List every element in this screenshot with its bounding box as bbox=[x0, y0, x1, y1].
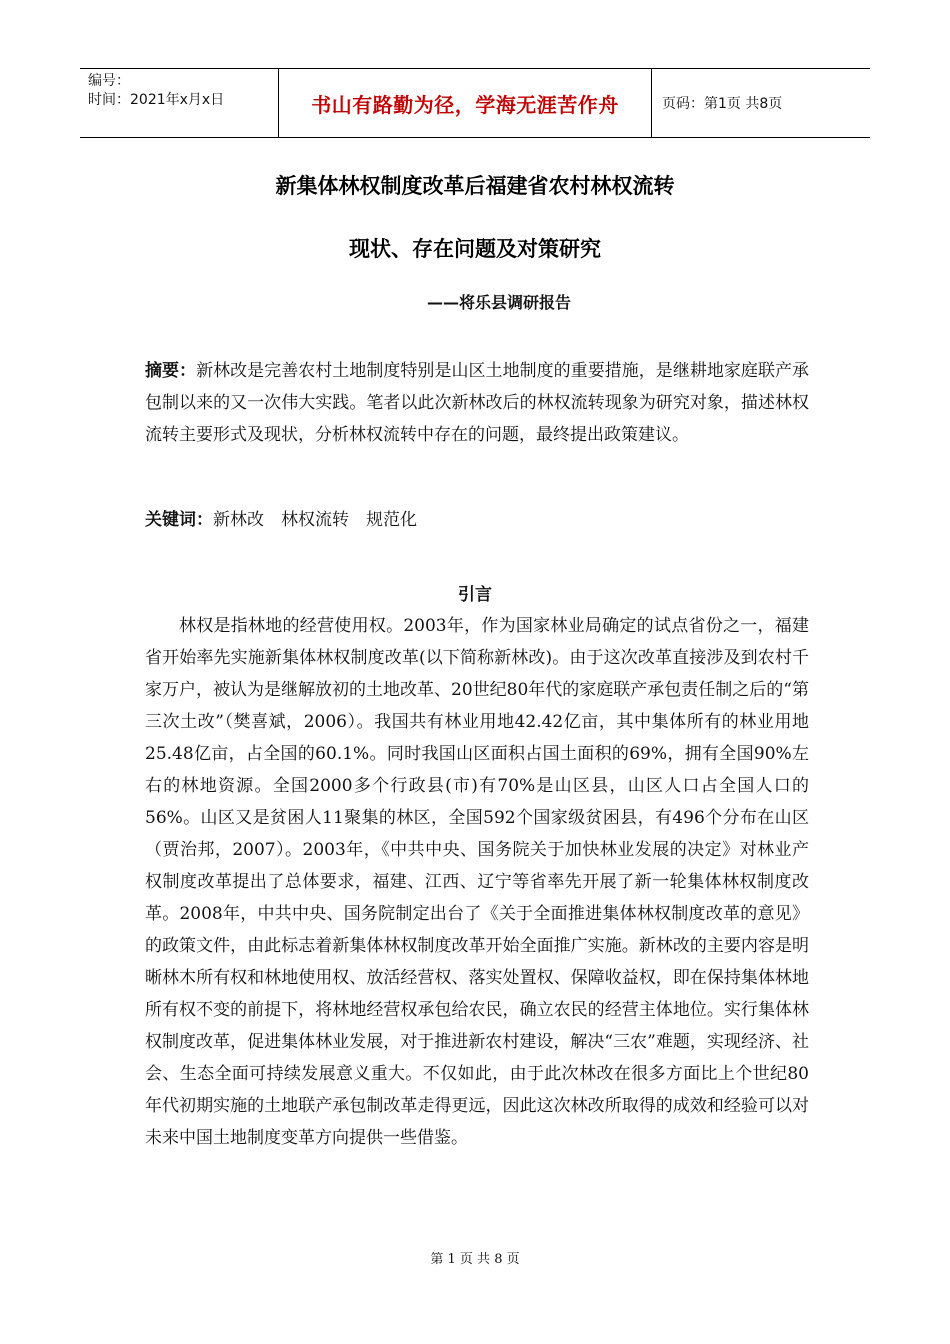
document-time-label: 时间：2021年x月x日 bbox=[88, 92, 225, 108]
page-footer: 第 1 页 共 8 页 bbox=[430, 1252, 520, 1267]
section-heading-intro: 引言 bbox=[458, 585, 492, 605]
header-motto-cell bbox=[278, 69, 652, 137]
document-title-line-1: 新集体林权制度改革后福建省农村林权流转 bbox=[275, 174, 675, 198]
document-number-label: 编号： bbox=[88, 73, 130, 89]
keywords-label: 关键词： bbox=[145, 510, 213, 530]
document-title-line-2: 现状、存在问题及对策研究 bbox=[349, 237, 601, 261]
abstract-text: 新林改是完善农村土地制度特别是山区土地制度的重要措施，是继耕地家庭联产承包制以来的又一次伟大实践。笔者以此次新林改后的林权流转现象为研究对象，描述林权流转主要形式及现状，分析林权流转中存在的问题，最终提出政策建议。 bbox=[145, 361, 810, 445]
document-subtitle: ——将乐县调研报告 bbox=[427, 293, 572, 312]
header-motto: 书山有路勤为径，学海无涯苦作舟 bbox=[311, 92, 619, 117]
abstract bbox=[145, 355, 809, 451]
header-meta bbox=[80, 69, 278, 137]
header-page-info: 页码：第1页 共8页 bbox=[662, 96, 783, 112]
abstract-label: 摘要： bbox=[145, 361, 197, 381]
keywords bbox=[145, 504, 809, 536]
intro-paragraph: 林权是指林地的经营使用权。2003年，作为国家林业局确定的试点省份之一，福建省开始率先实施新集体林权制度改革(以下简称新林改)。由于这次改革直接涉及到农村千家万户，被认为是继解放初的土地改革、20世纪80年代的家庭联产承包责任制之后的“第三次土改”（樊喜斌，2006）。我国共有林业用地42.42亿亩，其中集体所有的林业用地25.48亿亩，占全国的60.1%。同时我国山区面积占国土面积的69%，拥有全国90%左右的林地资源。全国2000多个行政县(市)有70%是山区县，山区人口占全国人口的56%。山区又是贫困人11聚集的林区，全国592个国家级贫困县，有496个分布在山区（贾治邦，2007）。2003年，《中共中央、国务院关于加快林业发展的决定》对林业产权制度改革提出了总体要求，福建、江西、辽宁等省率先开展了新一轮集体林权制度改革。2008年，中共中央、国务院制定出台了《关于全面推进集体林权制度改革的意见》的政策文件，由此标志着新集体林权制度改革开始全面推广实施。新林改的主要内容是明晰林木所有权和林地使用权、放活经营权、落实处置权、保障收益权，即在保持集体林地所有权不变的前提下，将林地经营权承包给农民，确立农民的经营主体地位。实行集体林权制度改革，促进集体林业发展，对于推进新农村建设，解决“三农”难题，实现经济、社会、生态全面可持续发展意义重大。不仅如此，由于此次林改在很多方面比上个世纪80年代初期实施的土地联产承包制改革走得更远，因此这次林改所取得的成效和经验可以对未来中国土地制度变革方向提供一些借鉴。 bbox=[145, 616, 809, 1148]
keywords-text: 新林改 林权流转 规范化 bbox=[213, 510, 417, 530]
page-header bbox=[80, 68, 870, 138]
